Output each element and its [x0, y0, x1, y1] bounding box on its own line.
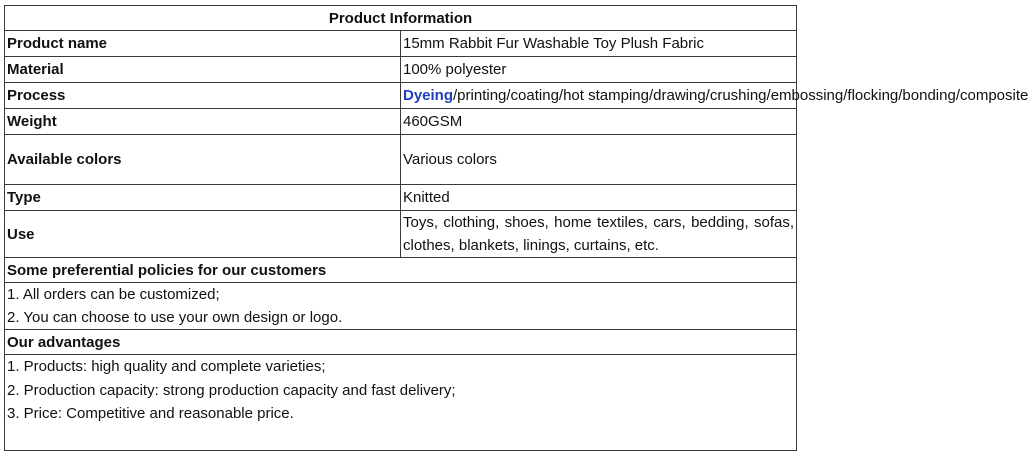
table-row — [5, 83, 797, 109]
row-value-process — [401, 83, 1028, 109]
policies-list — [5, 283, 797, 330]
row-value-use: Toys, clothing, shoes, home textiles, cars, bedding, sofas, clothes, blankets, linings, curtains, etc. — [401, 211, 797, 258]
process-rest: /printing/coating/hot stamping/drawing/crushing/embossing/flocking/bonding/composite — [453, 87, 1028, 104]
spacer — [7, 426, 794, 450]
product-info-table — [4, 5, 1028, 451]
row-value-material: 100% polyester — [401, 57, 797, 83]
table-row — [5, 211, 797, 258]
row-label-process: Process — [5, 83, 401, 109]
advantages-list — [5, 355, 797, 451]
list-item: 2. Production capacity: strong production capacity and fast delivery; — [7, 381, 456, 399]
list-item: 1. All orders can be customized; — [7, 286, 220, 303]
row-label-type: Type — [5, 185, 401, 211]
row-value-product-name: 15mm Rabbit Fur Washable Toy Plush Fabric — [401, 31, 797, 57]
row-value-type: Knitted — [401, 185, 797, 211]
list-item: 1. Products: high quality and complete varieties; — [7, 358, 326, 375]
table-row — [5, 185, 797, 211]
table-row — [5, 135, 797, 185]
row-label-weight: Weight — [5, 109, 401, 135]
row-label-available-colors: Available colors — [5, 135, 401, 185]
advantages-heading: Our advantages — [5, 330, 797, 355]
table-row — [5, 57, 797, 83]
table-title: Product Information — [5, 6, 797, 31]
row-value-available-colors: Various colors — [401, 135, 797, 185]
process-highlight: Dyeing — [403, 87, 454, 104]
policies-heading: Some preferential policies for our customers — [5, 258, 797, 283]
list-item: 2. You can choose to use your own design or logo. — [7, 309, 343, 326]
row-label-product-name: Product name — [5, 31, 401, 57]
row-value-weight: 460GSM — [401, 109, 797, 135]
row-label-material: Material — [5, 57, 401, 83]
row-label-use: Use — [5, 211, 401, 258]
list-item: 3. Price: Competitive and reasonable price. — [7, 405, 294, 422]
table-row — [5, 109, 797, 135]
table-row — [5, 31, 797, 57]
